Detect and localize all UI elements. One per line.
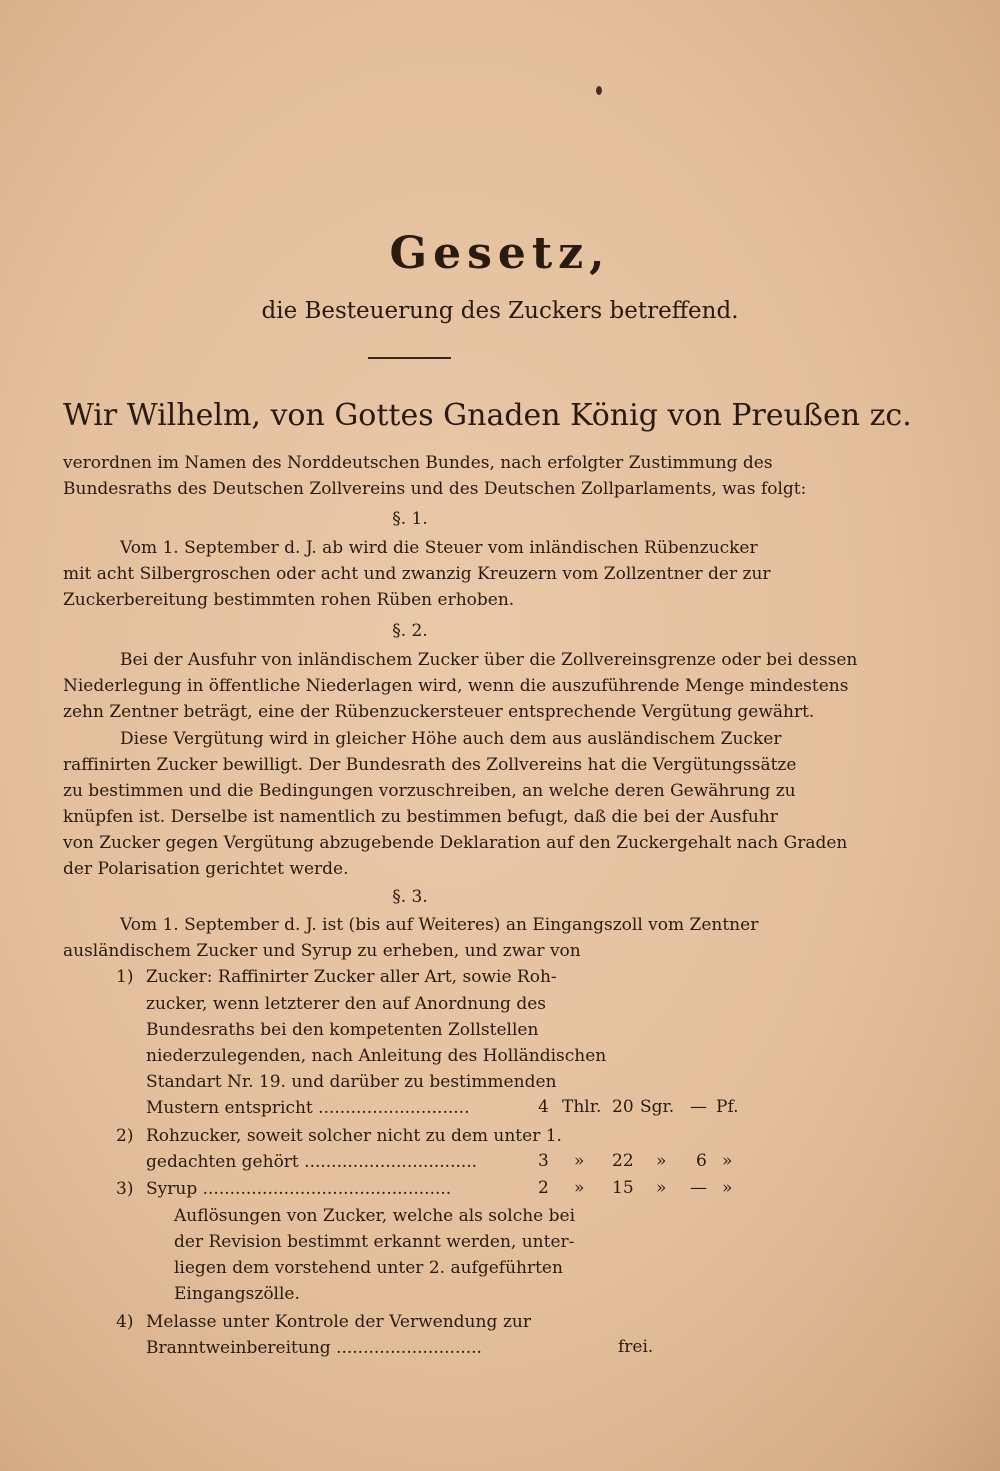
item-3-sgr: 15 — [612, 1178, 634, 1198]
item-1-line: niederzulegenden, nach Anleitung des Holländischen — [146, 1046, 607, 1066]
section-2-line: der Polarisation gerichtet werde. — [63, 859, 349, 879]
ink-spot — [596, 86, 602, 95]
preamble-opening-text: Wir Wilhelm, von Gottes Gnaden König von Preußen zc. — [63, 398, 912, 433]
item-2-line: Rohzucker, soweit solcher nicht zu dem unter 1. — [146, 1126, 562, 1146]
item-1-thlr-unit: Thlr. — [562, 1097, 602, 1117]
item-3-line: Eingangszölle. — [174, 1284, 300, 1304]
preamble-line: Bundesraths des Deutschen Zollvereins und des Deutschen Zollparlaments, was folgt: — [63, 479, 807, 499]
section-2-line: von Zucker gegen Vergütung abzugebende Deklaration auf den Zuckergehalt nach Graden — [63, 833, 848, 853]
section-2-line: raffinirten Zucker bewilligt. Der Bundesrath des Zollvereins hat die Vergütungssätze — [63, 755, 797, 775]
item-4-value: frei. — [618, 1337, 654, 1357]
title-divider — [368, 357, 451, 359]
section-2-line: Bei der Ausfuhr von inländischem Zucker über die Zollvereinsgrenze oder bei dessen — [120, 650, 858, 670]
section-2-line: knüpfen ist. Derselbe ist namentlich zu bestimmen befugt, daß die bei der Ausfuhr — [63, 807, 778, 827]
section-1-line: Vom 1. September d. J. ab wird die Steuer vom inländischen Rübenzucker — [120, 538, 758, 558]
item-2-ditto: » — [574, 1151, 585, 1171]
item-2-pf: 6 — [696, 1151, 707, 1171]
item-1-line: zucker, wenn letzterer den auf Anordnung des — [146, 994, 547, 1014]
item-4-number: 4) — [116, 1312, 134, 1332]
section-1-heading: §. 1. — [392, 509, 428, 529]
item-4-line: Branntweinbereitung ........................... — [146, 1338, 482, 1358]
section-2-line: zu bestimmen und die Bedingungen vorzuschreiben, an welche deren Gewährung zu — [63, 781, 796, 801]
item-2-ditto: » — [722, 1151, 733, 1171]
item-1-number: 1) — [116, 967, 134, 987]
item-1-pf: — — [690, 1097, 707, 1117]
item-1-thlr: 4 — [538, 1097, 549, 1117]
item-1-sgr-unit: Sgr. — [640, 1097, 675, 1117]
section-1-line: mit acht Silbergroschen oder acht und zwanzig Kreuzern vom Zollzentner der zur — [63, 564, 771, 584]
item-1-sgr: 20 — [612, 1097, 634, 1117]
item-3-ditto: » — [722, 1178, 733, 1198]
section-2-heading: §. 2. — [392, 621, 428, 641]
item-2-line: gedachten gehört ................................ — [146, 1152, 478, 1172]
item-3-ditto: » — [656, 1178, 667, 1198]
item-2-sgr: 22 — [612, 1151, 634, 1171]
preamble-line: verordnen im Namen des Norddeutschen Bundes, nach erfolgter Zustimmung des — [63, 453, 773, 473]
item-3-line: der Revision bestimmt erkannt werden, unter- — [174, 1232, 575, 1252]
item-4-line: Melasse unter Kontrole der Verwendung zur — [146, 1312, 531, 1332]
item-1-line: Bundesraths bei den kompetenten Zollstellen — [146, 1020, 539, 1040]
preamble-opening — [63, 396, 912, 436]
item-1-line: Standart Nr. 19. und darüber zu bestimmenden — [146, 1072, 557, 1092]
page-subtitle: die Besteuerung des Zuckers betreffend. — [261, 298, 739, 324]
item-3-line: liegen dem vorstehend unter 2. aufgeführten — [174, 1258, 563, 1278]
item-1-pf-unit: Pf. — [716, 1097, 739, 1117]
section-3-line: Vom 1. September d. J. ist (bis auf Weiteres) an Eingangszoll vom Zentner — [120, 915, 759, 935]
section-3-heading: §. 3. — [392, 887, 428, 907]
page-title: Gesetz, — [389, 228, 611, 279]
item-1-line: Zucker: Raffinirter Zucker aller Art, sowie Roh- — [146, 967, 557, 987]
item-3-line: Syrup .............................................. — [146, 1179, 452, 1199]
item-1-line: Mustern entspricht ............................ — [146, 1098, 470, 1118]
section-3-line: ausländischem Zucker und Syrup zu erheben, und zwar von — [63, 941, 581, 961]
section-2-line: zehn Zentner beträgt, eine der Rübenzuckersteuer entsprechende Vergütung gewährt. — [63, 702, 815, 722]
section-2-line: Niederlegung in öffentliche Niederlagen wird, wenn die auszuführende Menge mindestens — [63, 676, 849, 696]
item-2-number: 2) — [116, 1126, 134, 1146]
item-2-thlr: 3 — [538, 1151, 549, 1171]
section-2-line: Diese Vergütung wird in gleicher Höhe auch dem aus ausländischem Zucker — [120, 729, 782, 749]
item-3-line: Auflösungen von Zucker, welche als solche bei — [174, 1206, 576, 1226]
item-3-pf: — — [690, 1178, 707, 1198]
item-3-thlr: 2 — [538, 1178, 549, 1198]
section-1-line: Zuckerbereitung bestimmten rohen Rüben erhoben. — [63, 590, 515, 610]
item-2-ditto: » — [656, 1151, 667, 1171]
item-3-number: 3) — [116, 1179, 134, 1199]
item-3-ditto: » — [574, 1178, 585, 1198]
